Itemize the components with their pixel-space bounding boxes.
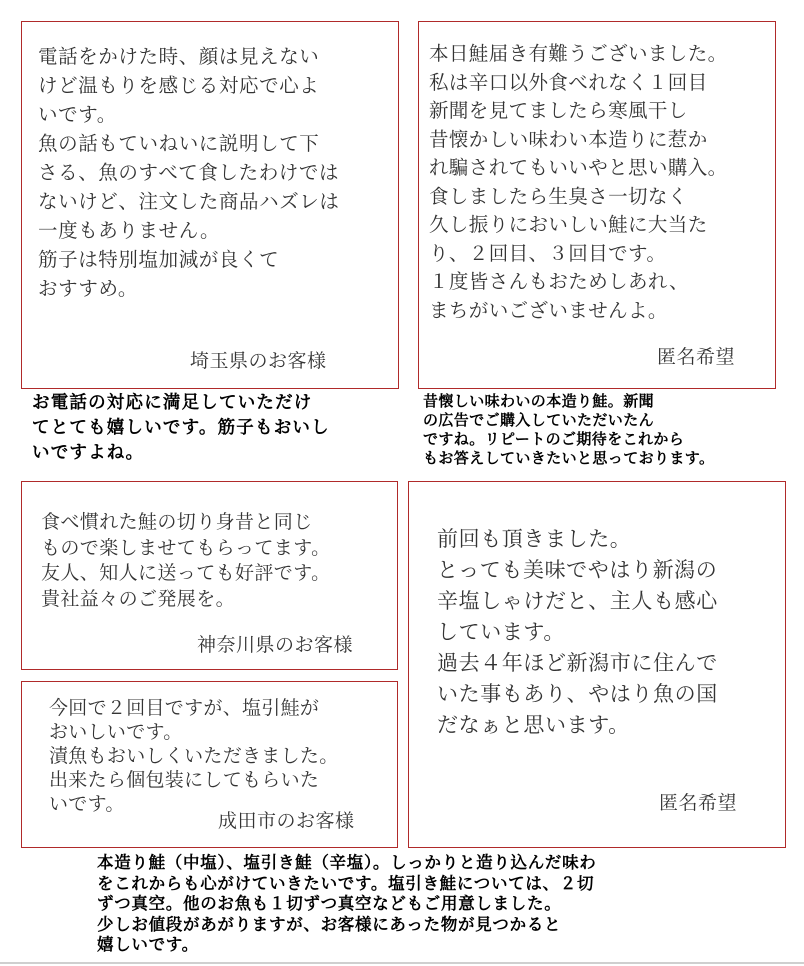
testimonial-card-anonymous-2 xyxy=(408,481,786,848)
testimonial-text: 食べ慣れた鮭の切り身昔と同じ もので楽しませてもらってます。 友人、知人に送っても好評です。 貴社益々のご発展を。 xyxy=(41,511,331,610)
testimonial-text: 本日鮭届き有難うございました。 私は辛口以外食べれなく１回目 新聞を見てましたら寒風干し 昔懐かしい味わい本造りに惹か れ騙されてもいいやと思い購入。 食しましたら生臭さ一切なく 久し振りにおいしい鮭に大当た り、２回目、３回目です。 １度皆さんもおためしあれ、 まちがいございませんよ。 xyxy=(429,42,728,322)
reply-text-closing: 本造り鮭（中塩）、塩引き鮭（辛塩）。しっかりと造り込んだ味わ をこれからも心がけていきたいです。塩引き鮭については、２切 ずつ真空。他のお魚も１切ずつ真空などもご用意しました。 少しお値段があがりますが、お客様にあった物が見つかると 嬉しいです。 xyxy=(97,853,597,954)
reply-text-saitama: お電話の対応に満足していただけ てとても嬉しいです。筋子もおいし いですよね。 xyxy=(32,393,330,463)
testimonial-text: 電話をかけた時、顔は見えない けど温もりを感じる対応で心よ いです。 魚の話もていねいに説明して下 さる、魚のすべて食したわけでは ないけど、注文した商品ハズレは 一度もありません。 筋子は特別塩加減が良くて おすすめ。 xyxy=(38,45,340,300)
testimonial-signature: 匿名希望 xyxy=(659,792,738,814)
testimonial-signature: 神奈川県のお客様 xyxy=(197,634,354,656)
testimonial-card-anonymous-1 xyxy=(418,21,776,389)
testimonial-text: 今回で２回目ですが、塩引鮭が おいしいです。 漬魚もおいしくいただきました。 出来たら個包装にしてもらいた いです。 xyxy=(49,697,339,815)
testimonial-card-saitama xyxy=(21,21,399,389)
testimonial-card-narita xyxy=(21,681,398,848)
testimonial-signature: 埼玉県のお客様 xyxy=(190,350,327,372)
testimonial-signature: 成田市のお客様 xyxy=(218,810,355,832)
reply-text-anonymous-1: 昔懐しい味わいの本造り鮭。新聞 の広告でご購入していただいたん ですね。リピートのご期待をこれから もお答えしていきたいと思っております。 xyxy=(423,392,715,467)
testimonial-text: 前回も頂きました。 とっても美味でやはり新潟の 辛塩しゃけだと、主人も感心 しています。 過去４年ほど新潟市に住んで いた事もあり、やはり魚の国 だなぁと思います。 xyxy=(437,527,718,737)
testimonial-card-kanagawa xyxy=(21,481,398,670)
testimonial-signature: 匿名希望 xyxy=(657,346,736,368)
bottom-divider xyxy=(0,962,804,964)
